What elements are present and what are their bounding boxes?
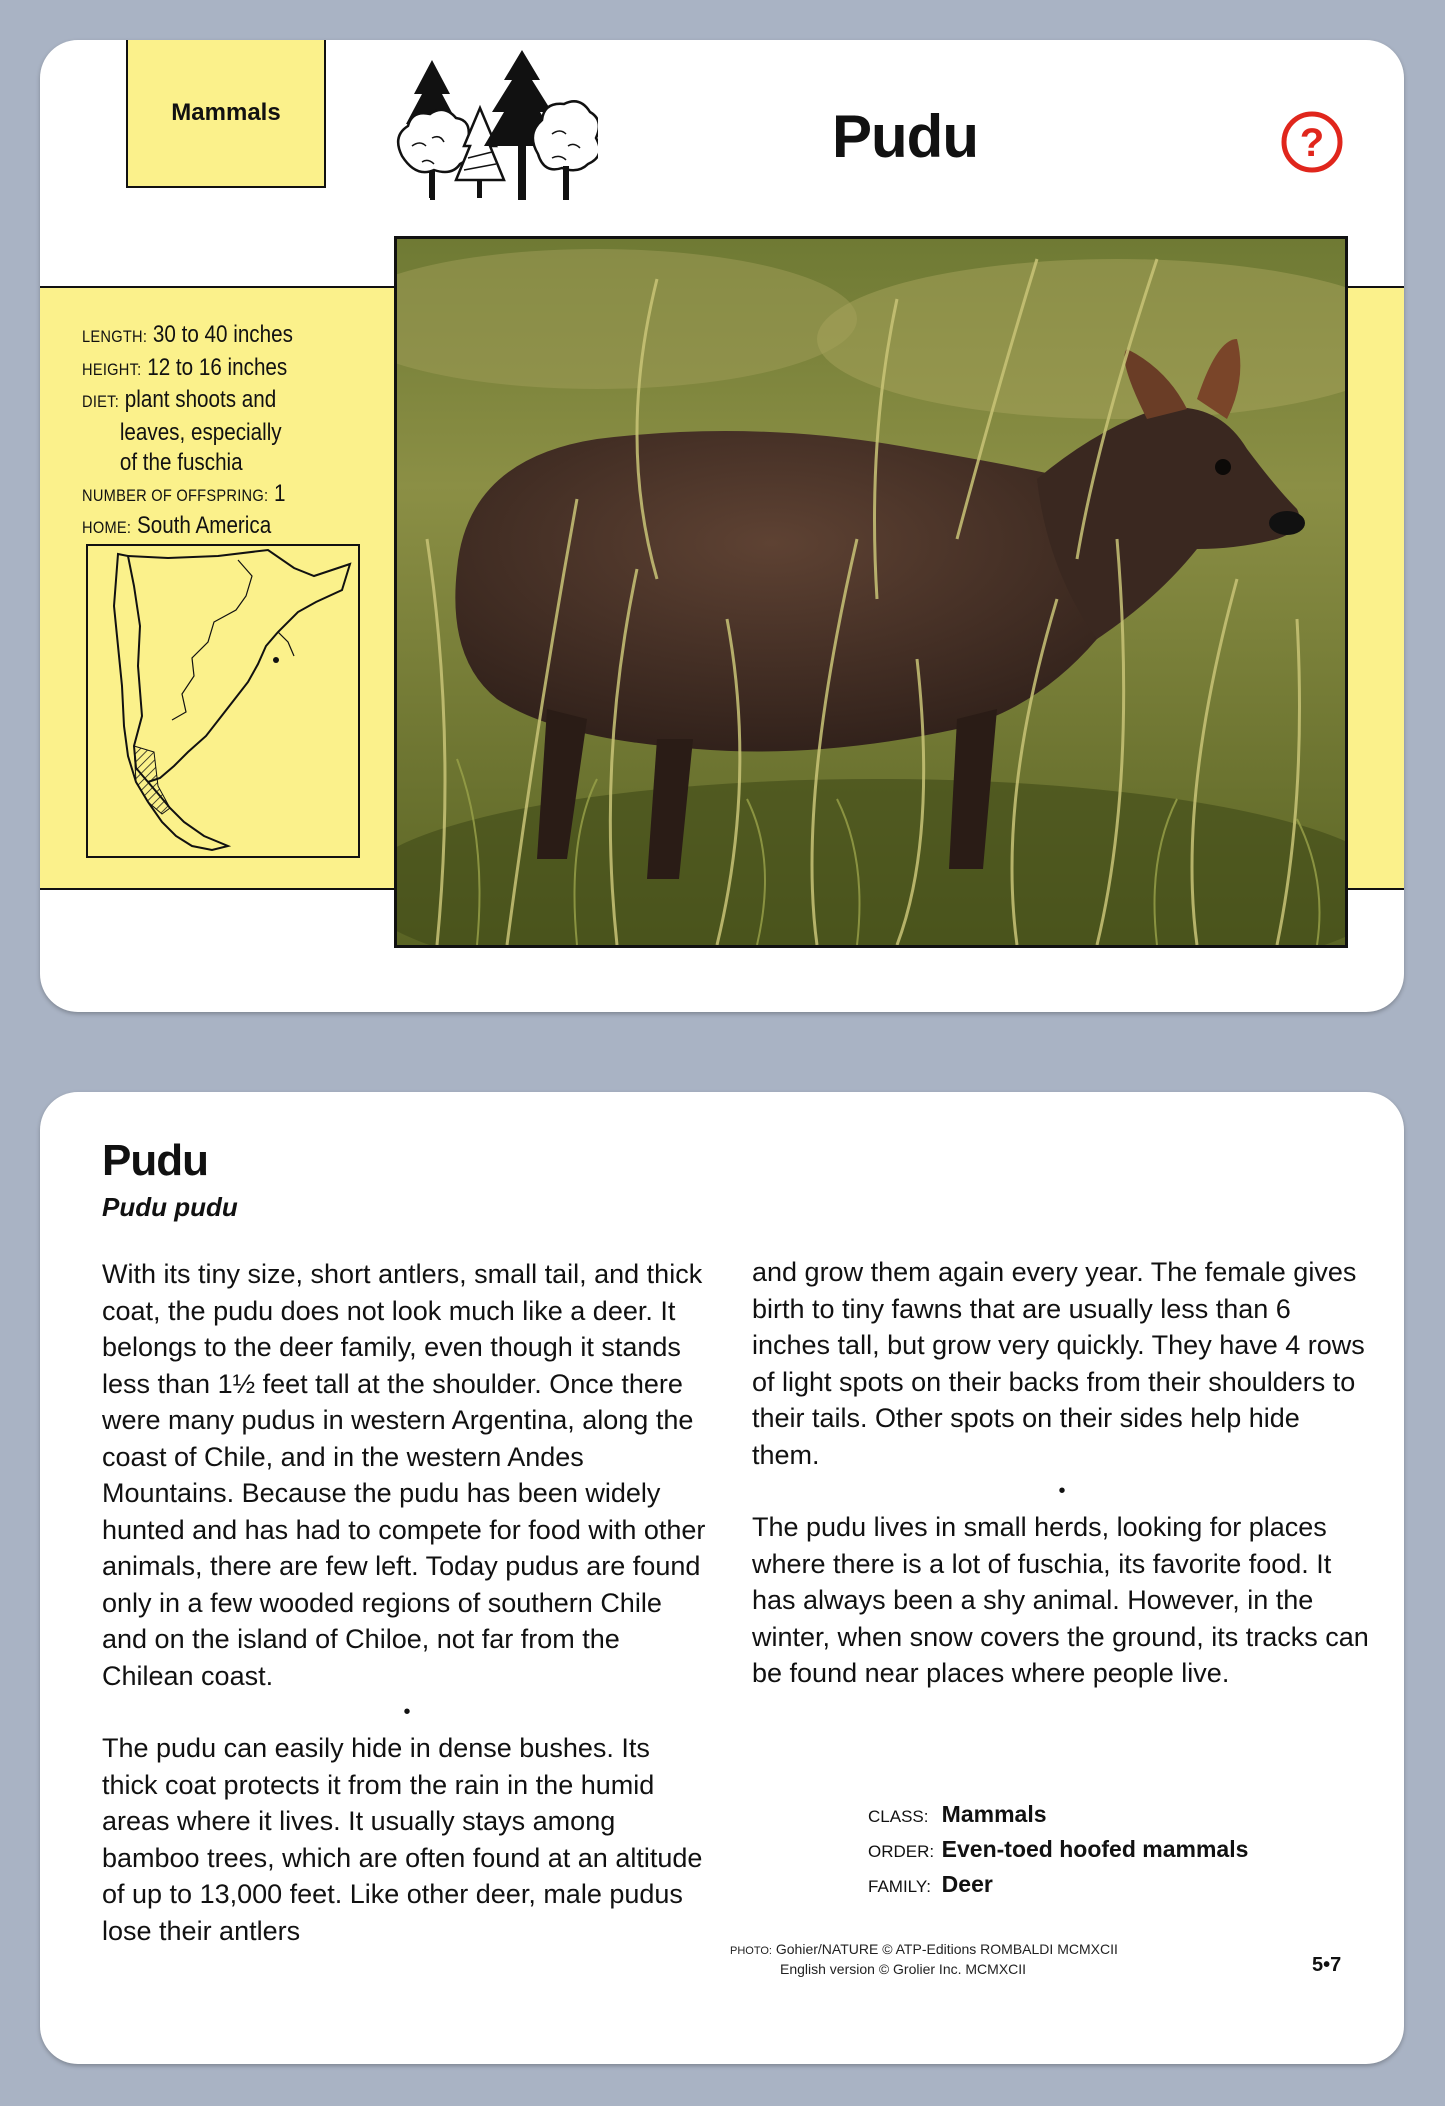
question-circle-icon[interactable] [1280,110,1344,174]
card-back [40,1092,1404,2064]
family-row: FAMILY: Deer [868,1871,993,1897]
forest-trees-icon [392,46,598,206]
diet-row: DIET: plant shoots and [82,386,277,413]
order-row: ORDER: Even-toed hoofed mammals [868,1836,1249,1862]
pudu-illustration [397,239,1345,945]
category-label: Mammals [171,99,281,126]
diet-line-3: of the fuschia [119,449,243,476]
diet-line-2: leaves, especially [119,418,282,446]
class-row: CLASS: Mammals [868,1801,1047,1827]
card-front [40,40,1404,1012]
card-number: 5•7 [1312,1954,1342,1976]
paragraph-3: and grow them again every year. The female gives birth to tiny fawns that are usually less than 6 inches tall, but grow very quickly. They have 4 rows of light spots on their backs from their shoulders to their tails. Other spots on their sides help hide them. [752,1257,1365,1470]
scientific-name: Pudu pudu [102,1192,238,1222]
offspring-row: NUMBER OF OFFSPRING: 1 [82,479,286,507]
paragraph-1: With its tiny size, short antlers, small tail, and thick coat, the pudu does not look much like a deer. It belongs to the deer family, even though it stands less than 1½ feet tall at the shoulder. Once there were many pudus in western Argentina, along the coast of Chile, and in the western Andes Mountains. Because the pudu has been widely hunted and has had to compete for food with other animals, there are few left. Today pudus are found only in a few wooded regions of southern Chile and on the island of Chiloe, not far from the Chilean coast. [102,1259,706,1691]
text-column-left [102,1256,712,1949]
separator-dot: • [1058,1480,1066,1502]
text-column-right [752,1254,1372,1692]
pudu-photo [394,236,1348,948]
separator-dot: • [403,1701,411,1723]
taxonomy-panel [868,1798,1248,1903]
south-america-map [88,546,358,856]
back-title: Pudu [102,1136,208,1185]
facts-panel [82,320,357,544]
range-map [86,544,360,858]
home-row: HOME: South America [82,512,272,539]
height-row: HEIGHT: 12 to 16 inches [82,353,288,381]
paragraph-4: The pudu lives in small herds, looking for places where there is a lot of fuschia, its favorite food. It has always been a shy animal. However, in the winter, when snow covers the ground, its tracks can be found near places where people live. [752,1512,1369,1688]
paragraph-2: The pudu can easily hide in dense bushes. Its thick coat protects it from the rain in the humid areas where it lives. It usually stays among bamboo trees, which are often found at an altitude of up to 13,000 feet. Like other deer, male pudus lose their antlers [102,1733,703,1946]
photo-credits: PHOTO: Gohier/NATURE © ATP-Editions ROMBALDI MCMXCII English version © Grolier Inc. MCMXCII [730,1941,1118,1977]
help-symbol: ? [1299,121,1325,165]
length-row: LENGTH: 30 to 40 inches [82,321,293,348]
front-title: Pudu [832,103,978,170]
category-box [126,40,326,188]
